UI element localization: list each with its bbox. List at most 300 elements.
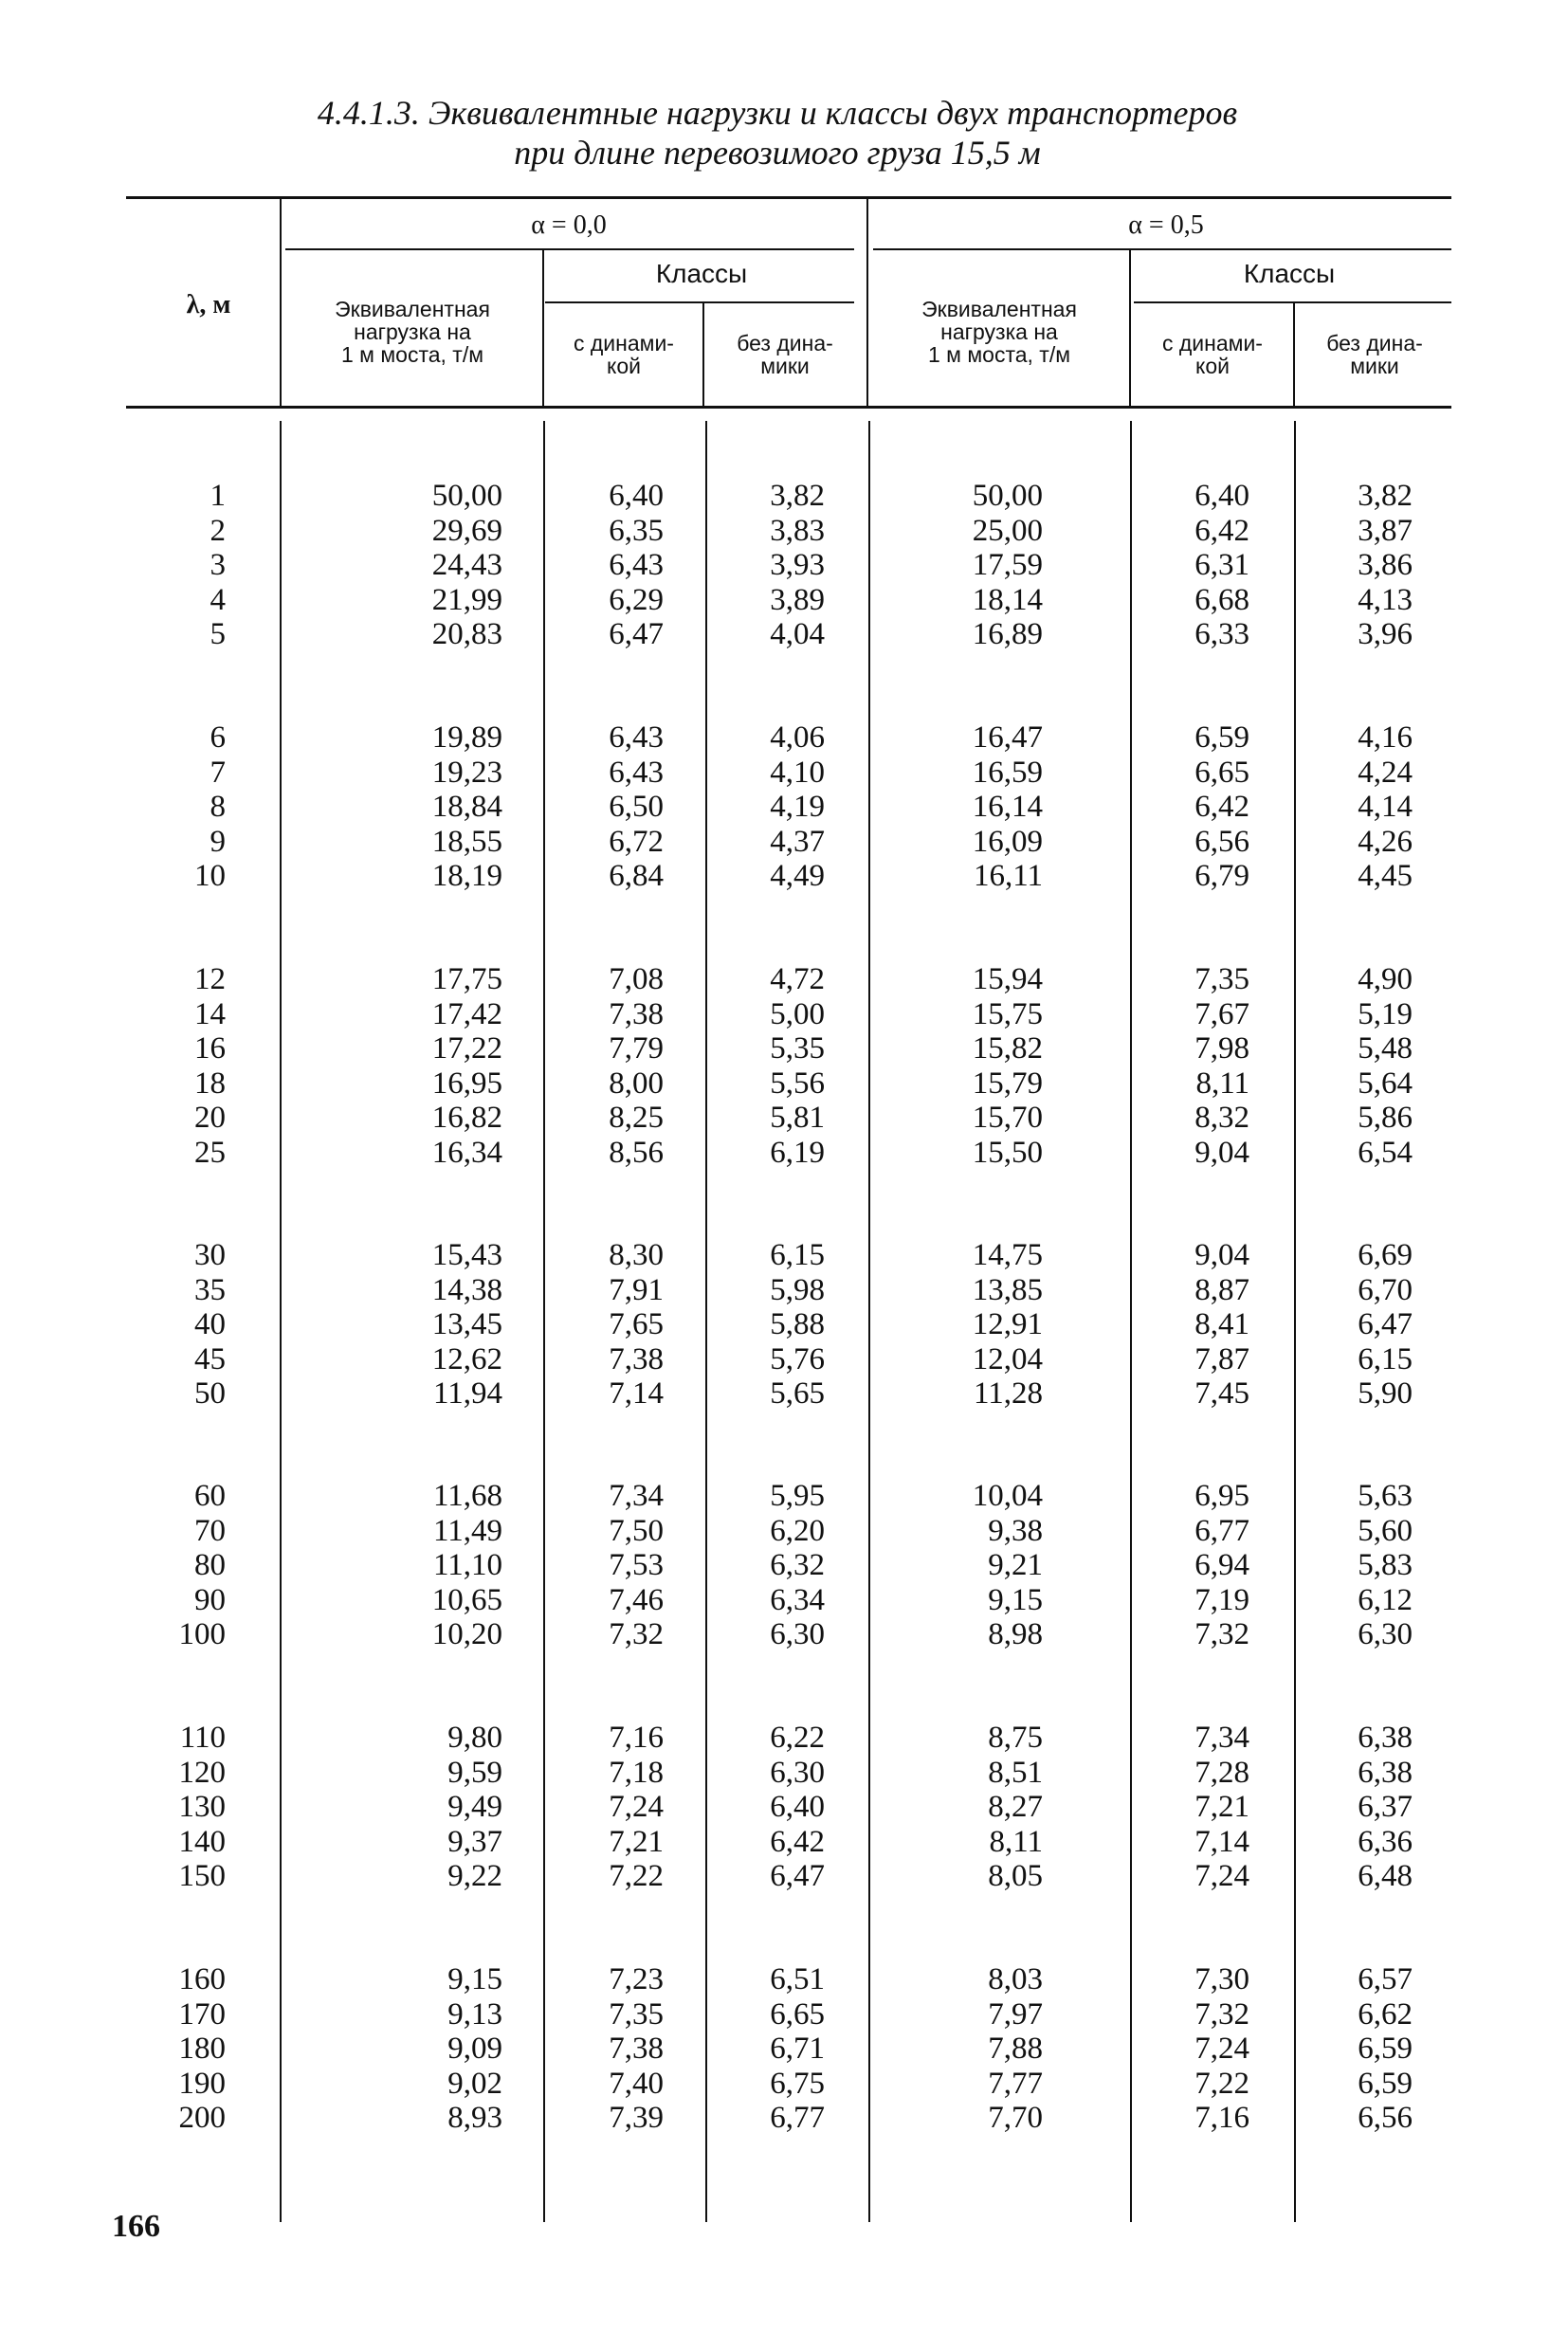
equiv-load-cell: 8,93 xyxy=(447,2101,502,2136)
table-row xyxy=(0,1342,1568,1376)
equiv-load-cell: 15,94 xyxy=(972,962,1043,996)
class-dyn-cell: 7,19 xyxy=(1194,1582,1249,1617)
class-dyn-cell: 7,67 xyxy=(1194,996,1249,1031)
class-nodyn-cell: 6,77 xyxy=(770,2101,825,2136)
class-dyn-cell: 8,56 xyxy=(609,1136,664,1170)
class-dyn-cell: 7,23 xyxy=(609,1962,664,1996)
table-row xyxy=(0,2101,1568,2135)
lambda-cell: 160 xyxy=(178,1962,226,1996)
equiv-load-cell: 9,80 xyxy=(447,1721,502,1755)
equiv-load-cell: 7,77 xyxy=(988,2066,1043,2101)
lambda-cell: 30 xyxy=(194,1238,226,1272)
class-nodyn-cell: 6,34 xyxy=(770,1582,825,1617)
class-nodyn-cell: 6,47 xyxy=(1358,1307,1413,1342)
class-dyn-cell: 6,94 xyxy=(1194,1548,1249,1583)
equiv-line-2: нагрузка на xyxy=(940,319,1058,344)
class-dyn-cell: 7,30 xyxy=(1194,1962,1249,1996)
class-nodyn-cell: 4,04 xyxy=(770,617,825,652)
class-nodyn-cell: 4,13 xyxy=(1358,582,1413,617)
lambda-cell: 140 xyxy=(178,1824,226,1859)
equiv-load-cell: 9,15 xyxy=(447,1962,502,1996)
equiv-load-cell: 12,91 xyxy=(972,1307,1043,1342)
class-nodyn-cell: 4,90 xyxy=(1358,962,1413,996)
nodyn-line-2: мики xyxy=(760,354,810,378)
table-row xyxy=(0,1136,1568,1170)
equiv-load-cell: 10,04 xyxy=(972,1479,1043,1513)
equiv-load-cell: 16,09 xyxy=(972,824,1043,859)
equiv-load-cell: 12,04 xyxy=(972,1341,1043,1376)
class-dyn-cell: 7,98 xyxy=(1194,1031,1249,1066)
equiv-load-cell: 17,42 xyxy=(431,996,502,1031)
class-nodyn-cell: 6,59 xyxy=(1358,2066,1413,2101)
class-dyn-cell: 6,84 xyxy=(609,859,664,894)
class-dyn-cell: 6,59 xyxy=(1194,720,1249,755)
class-dyn-cell: 6,47 xyxy=(609,617,664,652)
header-vline-1 xyxy=(280,199,282,406)
class-nodyn-cell: 6,54 xyxy=(1358,1136,1413,1170)
header-vline-5 xyxy=(1129,248,1131,406)
equiv-load-cell: 14,75 xyxy=(972,1238,1043,1272)
lambda-cell: 150 xyxy=(178,1859,226,1894)
table-row xyxy=(0,1479,1568,1513)
class-nodyn-cell: 3,93 xyxy=(770,548,825,583)
class-nodyn-cell: 5,19 xyxy=(1358,996,1413,1031)
class-nodyn-cell: 6,62 xyxy=(1358,1996,1413,2032)
equiv-load-cell: 9,49 xyxy=(447,1790,502,1825)
class-dyn-cell: 7,40 xyxy=(609,2066,664,2101)
equiv-load-cell: 9,13 xyxy=(447,1996,502,2032)
class-dyn-cell: 7,08 xyxy=(609,962,664,996)
class-nodyn-cell: 4,16 xyxy=(1358,720,1413,755)
class-nodyn-cell: 3,82 xyxy=(1358,479,1413,513)
no-dynamic-header-left xyxy=(707,332,863,377)
class-nodyn-cell: 6,15 xyxy=(770,1238,825,1272)
header-vline-3 xyxy=(702,301,704,406)
class-dyn-cell: 7,35 xyxy=(1194,962,1249,996)
alpha-right-header: α = 0,5 xyxy=(1128,210,1204,240)
table-row xyxy=(0,825,1568,859)
nodyn-line-2: мики xyxy=(1350,354,1399,378)
equiv-load-cell: 9,59 xyxy=(447,1755,502,1790)
class-dyn-cell: 7,16 xyxy=(1194,2101,1249,2136)
class-dyn-cell: 7,22 xyxy=(609,1859,664,1894)
equiv-load-cell: 17,75 xyxy=(431,962,502,996)
table-row xyxy=(0,514,1568,548)
class-dyn-cell: 7,46 xyxy=(609,1582,664,1617)
table-row xyxy=(0,756,1568,790)
equiv-load-cell: 7,88 xyxy=(988,2032,1043,2067)
equiv-load-cell: 16,59 xyxy=(972,755,1043,790)
class-nodyn-cell: 6,38 xyxy=(1358,1755,1413,1790)
alpha-left-underline xyxy=(285,248,854,250)
class-dyn-cell: 7,24 xyxy=(609,1790,664,1825)
equiv-load-cell: 15,75 xyxy=(972,996,1043,1031)
lambda-cell: 10 xyxy=(194,859,226,894)
table-row xyxy=(0,1583,1568,1617)
table-row xyxy=(0,1859,1568,1893)
equiv-load-cell: 17,59 xyxy=(972,548,1043,583)
equiv-line-3: 1 м моста, т/м xyxy=(340,342,484,367)
class-dyn-cell: 7,16 xyxy=(609,1721,664,1755)
class-nodyn-cell: 6,51 xyxy=(770,1962,825,1996)
table-row xyxy=(0,1101,1568,1135)
class-dyn-cell: 6,31 xyxy=(1194,548,1249,583)
lambda-cell: 4 xyxy=(210,582,226,617)
lambda-cell: 70 xyxy=(194,1513,226,1548)
class-nodyn-cell: 5,76 xyxy=(770,1341,825,1376)
equiv-load-cell: 15,43 xyxy=(431,1238,502,1272)
class-nodyn-cell: 5,88 xyxy=(770,1307,825,1342)
class-dyn-cell: 7,22 xyxy=(1194,2066,1249,2101)
class-nodyn-cell: 5,98 xyxy=(770,1272,825,1307)
alpha-right-underline xyxy=(873,248,1451,250)
class-nodyn-cell: 3,87 xyxy=(1358,513,1413,548)
equiv-load-cell: 16,11 xyxy=(973,859,1043,894)
lambda-cell: 6 xyxy=(210,720,226,755)
class-dyn-cell: 8,41 xyxy=(1194,1307,1249,1342)
class-nodyn-cell: 3,82 xyxy=(770,479,825,513)
title-line-1: 4.4.1.3. Эквивалентные нагрузки и классы двух транспортеров xyxy=(317,94,1238,132)
class-nodyn-cell: 5,64 xyxy=(1358,1066,1413,1101)
equiv-load-cell: 8,51 xyxy=(988,1755,1043,1790)
lambda-cell: 7 xyxy=(210,755,226,790)
class-dyn-cell: 8,32 xyxy=(1194,1101,1249,1136)
equiv-load-cell: 16,14 xyxy=(972,790,1043,825)
table-row xyxy=(0,1307,1568,1341)
equiv-load-cell: 7,70 xyxy=(988,2101,1043,2136)
class-nodyn-cell: 6,69 xyxy=(1358,1238,1413,1272)
dyn-line-1: с динами- xyxy=(574,331,674,355)
table-row xyxy=(0,1238,1568,1272)
equiv-load-cell: 15,70 xyxy=(972,1101,1043,1136)
equiv-load-cell: 9,15 xyxy=(988,1582,1043,1617)
equiv-load-cell: 10,20 xyxy=(431,1617,502,1652)
class-nodyn-cell: 6,75 xyxy=(770,2066,825,2101)
class-dyn-cell: 6,50 xyxy=(609,790,664,825)
table-row xyxy=(0,790,1568,824)
equiv-load-cell: 8,03 xyxy=(988,1962,1043,1996)
lambda-cell: 180 xyxy=(178,2032,226,2067)
lambda-cell: 8 xyxy=(210,790,226,825)
equiv-load-cell: 18,55 xyxy=(431,824,502,859)
class-nodyn-cell: 6,70 xyxy=(1358,1272,1413,1307)
equiv-load-cell: 16,34 xyxy=(431,1136,502,1170)
class-nodyn-cell: 6,57 xyxy=(1358,1962,1413,1996)
class-dyn-cell: 6,77 xyxy=(1194,1513,1249,1548)
equiv-load-cell: 11,68 xyxy=(432,1479,502,1513)
equiv-load-cell: 14,38 xyxy=(431,1272,502,1307)
lambda-cell: 45 xyxy=(194,1341,226,1376)
table-row xyxy=(0,859,1568,893)
lambda-cell: 12 xyxy=(194,962,226,996)
lambda-cell: 5 xyxy=(210,617,226,652)
lambda-cell: 190 xyxy=(178,2066,226,2101)
class-dyn-cell: 7,65 xyxy=(609,1307,664,1342)
class-dyn-cell: 9,04 xyxy=(1194,1238,1249,1272)
equiv-load-cell: 29,69 xyxy=(431,513,502,548)
table-row xyxy=(0,1273,1568,1307)
equiv-load-cell: 15,79 xyxy=(972,1066,1043,1101)
equiv-load-header-right xyxy=(870,298,1128,366)
table-row xyxy=(0,1997,1568,2032)
table-row xyxy=(0,1548,1568,1582)
class-nodyn-cell: 5,60 xyxy=(1358,1513,1413,1548)
lambda-cell: 130 xyxy=(178,1790,226,1825)
class-dyn-cell: 9,04 xyxy=(1194,1136,1249,1170)
class-dyn-cell: 6,43 xyxy=(609,720,664,755)
header-bottom-rule xyxy=(126,406,1451,409)
lambda-cell: 16 xyxy=(194,1031,226,1066)
equiv-load-cell: 16,47 xyxy=(972,720,1043,755)
lambda-cell: 2 xyxy=(210,513,226,548)
class-nodyn-cell: 4,19 xyxy=(770,790,825,825)
class-dyn-cell: 6,95 xyxy=(1194,1479,1249,1513)
equiv-load-cell: 21,99 xyxy=(431,582,502,617)
lambda-cell: 120 xyxy=(178,1755,226,1790)
equiv-load-cell: 50,00 xyxy=(972,479,1043,513)
equiv-load-cell: 9,21 xyxy=(988,1548,1043,1583)
class-nodyn-cell: 5,83 xyxy=(1358,1548,1413,1583)
class-dyn-cell: 6,68 xyxy=(1194,582,1249,617)
class-nodyn-cell: 5,35 xyxy=(770,1031,825,1066)
class-dyn-cell: 6,72 xyxy=(609,824,664,859)
class-nodyn-cell: 5,95 xyxy=(770,1479,825,1513)
nodyn-line-1: без дина- xyxy=(737,331,833,355)
class-nodyn-cell: 4,10 xyxy=(770,755,825,790)
equiv-load-cell: 8,11 xyxy=(989,1824,1043,1859)
lambda-cell: 50 xyxy=(194,1376,226,1412)
header-vline-4 xyxy=(866,199,868,406)
equiv-load-cell: 20,83 xyxy=(431,617,502,652)
equiv-load-cell: 19,23 xyxy=(431,755,502,790)
lambda-cell: 90 xyxy=(194,1582,226,1617)
class-dyn-cell: 8,30 xyxy=(609,1238,664,1272)
class-dyn-cell: 7,24 xyxy=(1194,1859,1249,1894)
equiv-load-cell: 11,49 xyxy=(432,1513,502,1548)
lambda-cell: 110 xyxy=(179,1721,226,1755)
class-nodyn-cell: 5,56 xyxy=(770,1066,825,1101)
lambda-cell: 35 xyxy=(194,1272,226,1307)
table-top-rule xyxy=(126,196,1451,199)
table-row xyxy=(0,583,1568,617)
class-nodyn-cell: 4,06 xyxy=(770,720,825,755)
class-nodyn-cell: 6,40 xyxy=(770,1790,825,1825)
class-dyn-cell: 6,43 xyxy=(609,755,664,790)
class-dyn-cell: 6,65 xyxy=(1194,755,1249,790)
dynamic-header-right xyxy=(1134,332,1291,377)
equiv-load-cell: 8,27 xyxy=(988,1790,1043,1825)
lambda-cell: 9 xyxy=(210,824,226,859)
class-dyn-cell: 7,21 xyxy=(609,1824,664,1859)
equiv-load-cell: 13,45 xyxy=(431,1307,502,1342)
class-dyn-cell: 6,29 xyxy=(609,582,664,617)
equiv-load-cell: 8,98 xyxy=(988,1617,1043,1652)
class-dyn-cell: 6,35 xyxy=(609,513,664,548)
equiv-load-cell: 11,94 xyxy=(432,1376,502,1412)
lambda-cell: 25 xyxy=(194,1136,226,1170)
class-nodyn-cell: 6,65 xyxy=(770,1996,825,2032)
class-nodyn-cell: 3,96 xyxy=(1358,617,1413,652)
class-dyn-cell: 8,00 xyxy=(609,1066,664,1101)
table-row xyxy=(0,1617,1568,1651)
class-nodyn-cell: 4,49 xyxy=(770,859,825,894)
lambda-cell: 18 xyxy=(194,1066,226,1101)
class-nodyn-cell: 6,30 xyxy=(770,1755,825,1790)
class-nodyn-cell: 4,26 xyxy=(1358,824,1413,859)
class-dyn-cell: 7,21 xyxy=(1194,1790,1249,1825)
lambda-cell: 20 xyxy=(194,1101,226,1136)
header-vline-2 xyxy=(542,248,544,406)
alpha-left-header: α = 0,0 xyxy=(531,210,607,240)
equiv-load-cell: 50,00 xyxy=(431,479,502,513)
class-dyn-cell: 7,32 xyxy=(609,1617,664,1652)
equiv-line-1: Эквивалентная xyxy=(335,297,490,321)
class-dyn-cell: 6,42 xyxy=(1194,513,1249,548)
table-row xyxy=(0,1721,1568,1755)
class-nodyn-cell: 3,89 xyxy=(770,582,825,617)
table-row xyxy=(0,1756,1568,1790)
class-nodyn-cell: 6,30 xyxy=(1358,1617,1413,1652)
table-row xyxy=(0,479,1568,513)
class-dyn-cell: 7,79 xyxy=(609,1031,664,1066)
class-dyn-cell: 7,35 xyxy=(609,1996,664,2032)
class-nodyn-cell: 6,12 xyxy=(1358,1582,1413,1617)
lambda-cell: 80 xyxy=(194,1548,226,1583)
equiv-load-cell: 11,10 xyxy=(432,1548,502,1583)
equiv-load-cell: 12,62 xyxy=(431,1341,502,1376)
class-nodyn-cell: 5,48 xyxy=(1358,1031,1413,1066)
equiv-load-cell: 9,37 xyxy=(447,1824,502,1859)
title-line-2: при длине перевозимого груза 15,5 м xyxy=(514,134,1041,172)
lambda-cell: 60 xyxy=(194,1479,226,1513)
klassy-left-underline xyxy=(545,301,854,303)
class-nodyn-cell: 4,72 xyxy=(770,962,825,996)
class-nodyn-cell: 6,32 xyxy=(770,1548,825,1583)
table-row xyxy=(0,1514,1568,1548)
class-dyn-cell: 7,24 xyxy=(1194,2032,1249,2067)
equiv-load-cell: 10,65 xyxy=(431,1582,502,1617)
no-dynamic-header-right xyxy=(1297,332,1452,377)
equiv-load-header-left xyxy=(284,298,540,366)
equiv-load-cell: 19,89 xyxy=(431,720,502,755)
class-nodyn-cell: 4,14 xyxy=(1358,790,1413,825)
class-nodyn-cell: 3,83 xyxy=(770,513,825,548)
class-nodyn-cell: 6,36 xyxy=(1358,1824,1413,1859)
class-nodyn-cell: 5,00 xyxy=(770,996,825,1031)
lambda-cell: 40 xyxy=(194,1307,226,1342)
equiv-load-cell: 15,50 xyxy=(972,1136,1043,1170)
lambda-cell: 1 xyxy=(210,479,226,513)
equiv-load-cell: 9,22 xyxy=(447,1859,502,1894)
equiv-load-cell: 18,14 xyxy=(972,582,1043,617)
table-row xyxy=(0,1790,1568,1824)
class-dyn-cell: 6,79 xyxy=(1194,859,1249,894)
class-nodyn-cell: 4,45 xyxy=(1358,859,1413,894)
class-nodyn-cell: 6,56 xyxy=(1358,2101,1413,2136)
class-dyn-cell: 7,32 xyxy=(1194,1617,1249,1652)
class-nodyn-cell: 6,15 xyxy=(1358,1341,1413,1376)
equiv-load-cell: 18,84 xyxy=(431,790,502,825)
table-row xyxy=(0,1031,1568,1066)
class-nodyn-cell: 6,59 xyxy=(1358,2032,1413,2067)
class-dyn-cell: 6,40 xyxy=(609,479,664,513)
class-nodyn-cell: 5,63 xyxy=(1358,1479,1413,1513)
table-row xyxy=(0,720,1568,755)
equiv-load-cell: 16,82 xyxy=(431,1101,502,1136)
class-dyn-cell: 8,11 xyxy=(1195,1066,1249,1101)
table-row xyxy=(0,1066,1568,1101)
class-nodyn-cell: 6,42 xyxy=(770,1824,825,1859)
table-row xyxy=(0,2032,1568,2066)
equiv-load-cell: 9,38 xyxy=(988,1513,1043,1548)
lambda-cell: 3 xyxy=(210,548,226,583)
class-nodyn-cell: 6,47 xyxy=(770,1859,825,1894)
class-dyn-cell: 7,34 xyxy=(609,1479,664,1513)
class-nodyn-cell: 6,48 xyxy=(1358,1859,1413,1894)
class-dyn-cell: 7,39 xyxy=(609,2101,664,2136)
equiv-load-cell: 16,89 xyxy=(972,617,1043,652)
class-dyn-cell: 8,87 xyxy=(1194,1272,1249,1307)
equiv-load-cell: 8,75 xyxy=(988,1721,1043,1755)
class-dyn-cell: 7,38 xyxy=(609,996,664,1031)
equiv-load-cell: 15,82 xyxy=(972,1031,1043,1066)
equiv-load-cell: 24,43 xyxy=(431,548,502,583)
dyn-line-2: кой xyxy=(1195,354,1230,378)
class-dyn-cell: 6,56 xyxy=(1194,824,1249,859)
class-nodyn-cell: 4,24 xyxy=(1358,755,1413,790)
lambda-header: λ, м xyxy=(186,290,231,319)
class-dyn-cell: 7,34 xyxy=(1194,1721,1249,1755)
class-nodyn-cell: 3,86 xyxy=(1358,548,1413,583)
class-dyn-cell: 7,18 xyxy=(609,1755,664,1790)
lambda-cell: 100 xyxy=(178,1617,226,1652)
class-nodyn-cell: 6,71 xyxy=(770,2032,825,2067)
equiv-load-cell: 7,97 xyxy=(988,1996,1043,2032)
equiv-load-cell: 13,85 xyxy=(972,1272,1043,1307)
class-nodyn-cell: 6,22 xyxy=(770,1721,825,1755)
klassy-left-header: Классы xyxy=(655,259,748,288)
table-row xyxy=(0,1376,1568,1411)
class-dyn-cell: 7,32 xyxy=(1194,1996,1249,2032)
class-nodyn-cell: 5,90 xyxy=(1358,1376,1413,1412)
class-nodyn-cell: 6,37 xyxy=(1358,1790,1413,1825)
class-dyn-cell: 7,45 xyxy=(1194,1376,1249,1412)
class-dyn-cell: 7,38 xyxy=(609,2032,664,2067)
nodyn-line-1: без дина- xyxy=(1326,331,1423,355)
equiv-load-cell: 25,00 xyxy=(972,513,1043,548)
klassy-right-header: Классы xyxy=(1243,259,1336,288)
table-row xyxy=(0,2067,1568,2101)
class-dyn-cell: 6,40 xyxy=(1194,479,1249,513)
class-nodyn-cell: 4,37 xyxy=(770,824,825,859)
lambda-cell: 170 xyxy=(178,1996,226,2032)
page-number: 166 xyxy=(112,2209,160,2244)
class-dyn-cell: 6,42 xyxy=(1194,790,1249,825)
table-row xyxy=(0,1962,1568,1996)
class-dyn-cell: 7,28 xyxy=(1194,1755,1249,1790)
class-nodyn-cell: 6,38 xyxy=(1358,1721,1413,1755)
class-nodyn-cell: 5,81 xyxy=(770,1101,825,1136)
class-dyn-cell: 7,50 xyxy=(609,1513,664,1548)
class-dyn-cell: 7,14 xyxy=(609,1376,664,1412)
dyn-line-2: кой xyxy=(607,354,641,378)
dynamic-header-left xyxy=(546,332,702,377)
equiv-line-1: Эквивалентная xyxy=(921,297,1077,321)
class-dyn-cell: 7,38 xyxy=(609,1341,664,1376)
class-dyn-cell: 6,33 xyxy=(1194,617,1249,652)
equiv-line-2: нагрузка на xyxy=(354,319,471,344)
class-dyn-cell: 7,91 xyxy=(609,1272,664,1307)
